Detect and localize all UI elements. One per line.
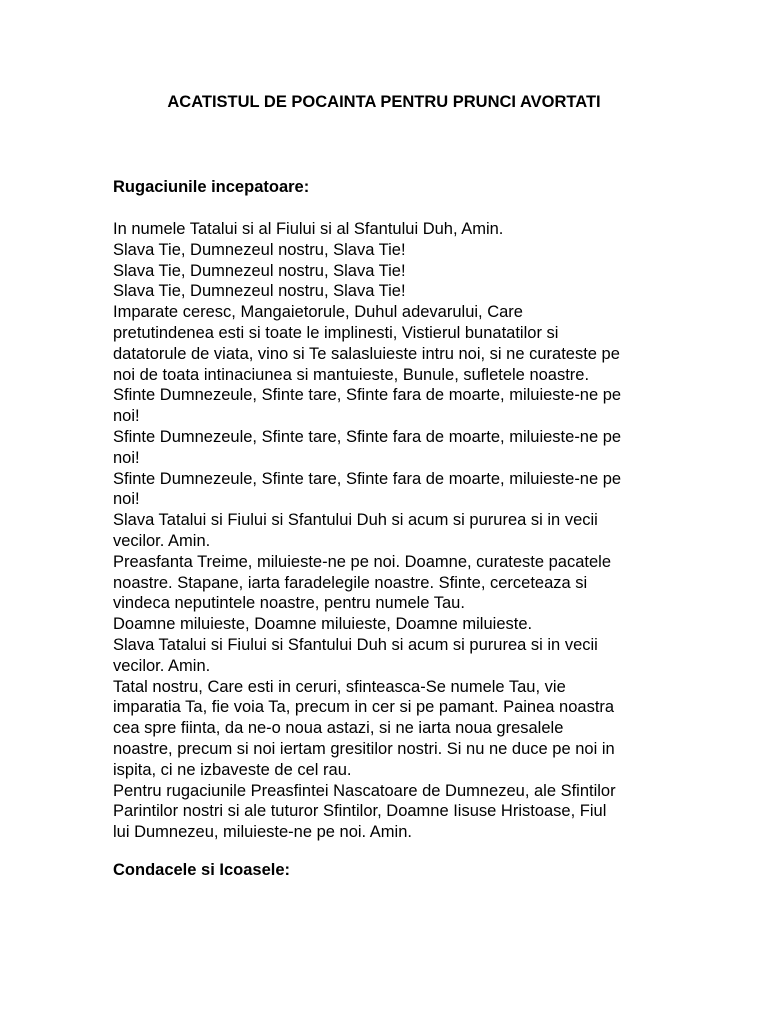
text-line: Slava Tie, Dumnezeul nostru, Slava Tie! <box>113 282 406 301</box>
text-line: Slava Tatalui si Fiului si Sfantului Duh si acum si pururea si in vecii <box>113 511 598 530</box>
text-line: cea spre fiinta, da ne-o noua astazi, si ne iarta noua gresalele <box>113 719 564 738</box>
text-line: Sfinte Dumnezeule, Sfinte tare, Sfinte fara de moarte, miluieste-ne pe <box>113 386 622 405</box>
text-line: noi! <box>113 448 140 467</box>
text-line: vecilor. Amin. <box>113 656 211 675</box>
text-line: noi de toata intinaciunea si mantuieste, Bunule, sufletele noastre. <box>113 365 590 384</box>
text-line: datatorule de viata, vino si Te salasluieste intru noi, si ne curateste pe <box>113 344 620 363</box>
text-line: noi! <box>113 407 140 426</box>
text-line: Sfinte Dumnezeule, Sfinte tare, Sfinte fara de moarte, miluieste-ne pe <box>113 427 622 446</box>
text-line: lui Dumnezeu, miluieste-ne pe noi. Amin. <box>113 823 412 842</box>
text-line: Pentru rugaciunile Preasfintei Nascatoare de Dumnezeu, ale Sfintilor <box>113 781 616 800</box>
section-heading-rugaciuni: Rugaciunile incepatoare: <box>113 178 310 196</box>
text-line: noastre, precum si noi iertam gresitilor nostri. Si nu ne duce pe noi in <box>113 739 615 758</box>
text-line: Slava Tatalui si Fiului si Sfantului Duh si acum si pururea si in vecii <box>113 635 598 654</box>
text-line: Slava Tie, Dumnezeul nostru, Slava Tie! <box>113 240 406 259</box>
text-line: In numele Tatalui si al Fiului si al Sfantului Duh, Amin. <box>113 220 504 238</box>
text-line: pretutindenea esti si toate le implinesti, Vistierul bunatatilor si <box>113 323 559 342</box>
text-line: Imparate ceresc, Mangaietorule, Duhul adevarului, Care <box>113 303 523 322</box>
text-line: Slava Tie, Dumnezeul nostru, Slava Tie! <box>113 261 406 280</box>
text-line: vindeca neputintele noastre, pentru numele Tau. <box>113 594 465 613</box>
text-line: Doamne miluieste, Doamne miluieste, Doamne miluieste. <box>113 615 533 634</box>
text-line: noastre. Stapane, iarta faradelegile noastre. Sfinte, cerceteaza si <box>113 573 588 592</box>
document-title: ACATISTUL DE POCAINTA PENTRU PRUNCI AVORTATI <box>167 93 601 111</box>
prayer-text <box>113 219 673 843</box>
text-line: ispita, ci ne izbaveste de cel rau. <box>113 760 352 779</box>
text-line: vecilor. Amin. <box>113 531 211 550</box>
text-line: noi! <box>113 490 140 509</box>
text-line: Parintilor nostri si ale tuturor Sfintilor, Doamne Iisuse Hristoase, Fiul <box>113 802 607 821</box>
text-line: Tatal nostru, Care esti in ceruri, sfinteasca-Se numele Tau, vie <box>113 677 566 696</box>
text-line: Sfinte Dumnezeule, Sfinte tare, Sfinte fara de moarte, miluieste-ne pe <box>113 469 622 488</box>
text-line: imparatia Ta, fie voia Ta, precum in cer si pe pamant. Painea noastra <box>113 698 615 717</box>
section-heading-condacele: Condacele si Icoasele: <box>113 861 290 879</box>
text-line: Preasfanta Treime, miluieste-ne pe noi. Doamne, curateste pacatele <box>113 552 612 571</box>
